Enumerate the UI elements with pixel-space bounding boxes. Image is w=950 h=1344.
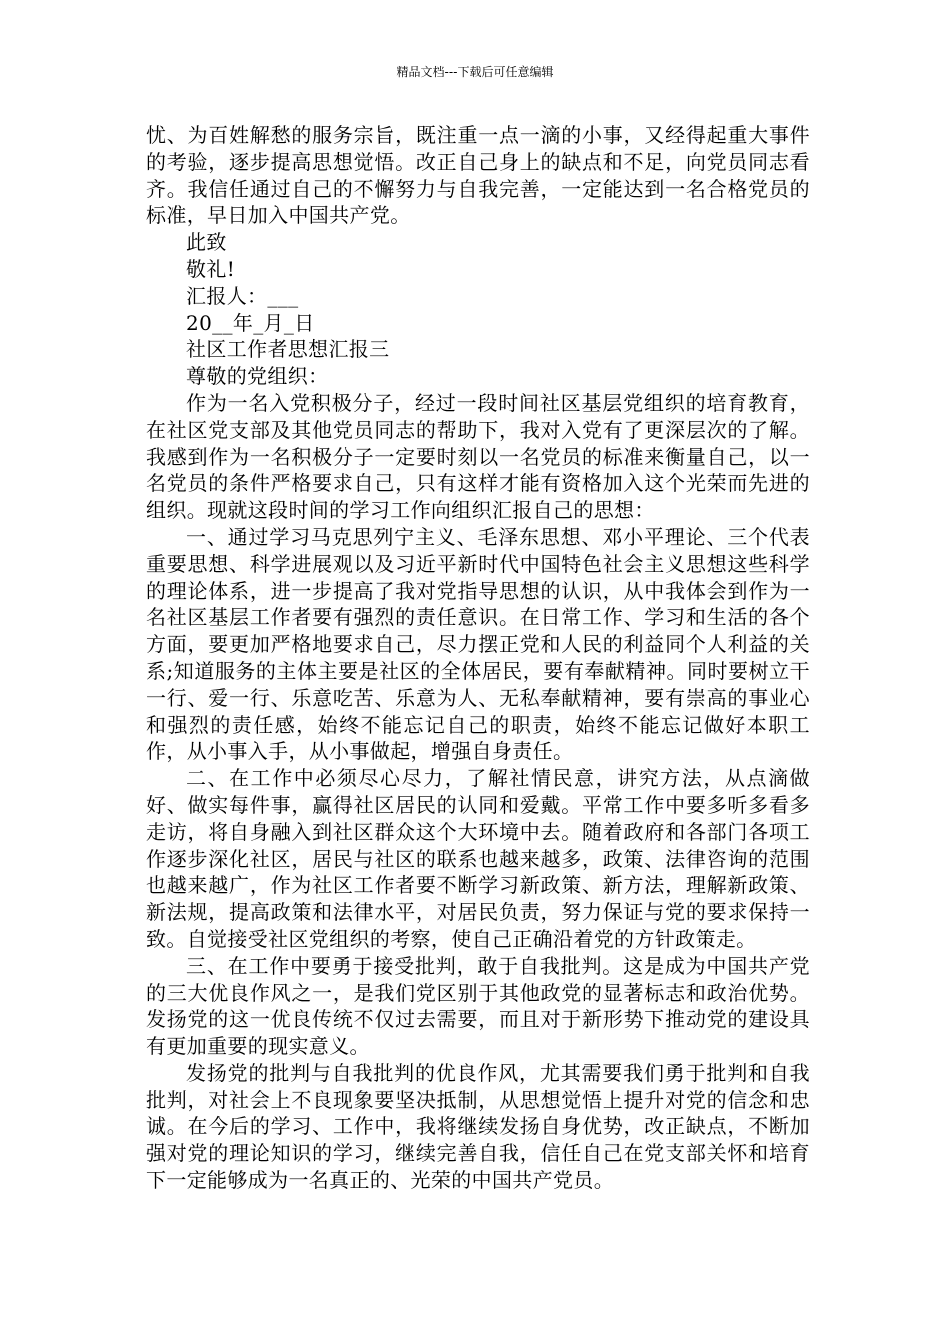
section-title: 社区工作者思想汇报三	[186, 337, 390, 362]
paragraph-point-2: 二、在工作中必须尽心尽力，了解社情民意，讲究方法，从点滴做好、做实每件事，赢得社区居民的认同和爱戴。平常工作中要多听多看多走访，将自身融入到社区群众这个大环境中去。随着政府和各部门各项工作逐步深化社区，居民与社区的联系也越来越多，政策、法律咨询的范围也越来越广，作为社区工作者要不断学习新政策、新方法，理解新政策、新法规，提高政策和法律水平，对居民负责，努力保证与党的要求保持一致。自觉接受社区党组织的考察，使自己正确沿着党的方针政策走。	[146, 766, 810, 951]
date-line: 20__年_月_日	[186, 310, 315, 335]
reporter-line: 汇报人：___	[186, 283, 299, 308]
paragraph-point-1: 一、通过学习马克思列宁主义、毛泽东思想、邓小平理论、三个代表重要思想、科学进展观以及习近平新时代中国特色社会主义思想这些科学的理论体系，进一步提高了我对党指导思想的认识，从中我体会到作为一名社区基层工作者要有强烈的责任意识。在日常工作、学习和生活的各个方面，要更加严格地要求自己，尽力摆正党和人民的利益同个人利益的关系;知道服务的主体主要是社区的全体居民，要有奉献精神。同时要树立干一行、爱一行、乐意吃苦、乐意为人、无私奉献精神，要有崇高的事业心和强烈的责任感，始终不能忘记自己的职责，始终不能忘记做好本职工作，从小事入手，从小事做起，增强自身责任。	[146, 524, 810, 764]
closing-salutation: 此致	[186, 230, 227, 255]
page-header: 精品文档---下载后可任意编辑	[396, 65, 554, 79]
document-body	[146, 122, 810, 1194]
paragraph-intro: 作为一名入党积极分子，经过一段时间社区基层党组织的培育教育，在社区党支部及其他党员同志的帮助下，我对入党有了更深层次的了解。我感到作为一名积极分子一定要时刻以一名党员的标准来衡量自己，以一名党员的条件严格要求自己，只有这样才能有资格加入这个光荣而先进的组织。现就这段时间的学习工作向组织汇报自己的思想：	[146, 390, 810, 523]
closing-regards: 敬礼!	[186, 256, 236, 281]
paragraph-continuation: 忧、为百姓解愁的服务宗旨，既注重一点一滴的小事，又经得起重大事件的考验，逐步提高思想觉悟。改正自己身上的缺点和不足，向党员同志看齐。我信任通过自己的不懈努力与自我完善，一定能达到一名合格党员的标准，早日加入中国共产党。	[146, 123, 810, 228]
paragraph-conclusion: 发扬党的批判与自我批判的优良作风，尤其需要我们勇于批判和自我批判，对社会上不良现象要坚决抵制，从思想觉悟上提升对党的信念和忠诚。在今后的学习、工作中，我将继续发扬自身优势，改正缺点，不断加强对党的理论知识的学习，继续完善自我，信任自己在党支部关怀和培育下一定能够成为一名真正的、光荣的中国共产党员。	[146, 1060, 810, 1193]
paragraph-point-3: 三、在工作中要勇于接受批判，敢于自我批判。这是成为中国共产党的三大优良作风之一，是我们党区别于其他政党的显著标志和政治优势。发扬党的这一优良传统不仅过去需要，而且对于新形势下推动党的建设具有更加重要的现实意义。	[146, 953, 810, 1059]
salutation: 尊敬的党组织：	[186, 364, 329, 389]
